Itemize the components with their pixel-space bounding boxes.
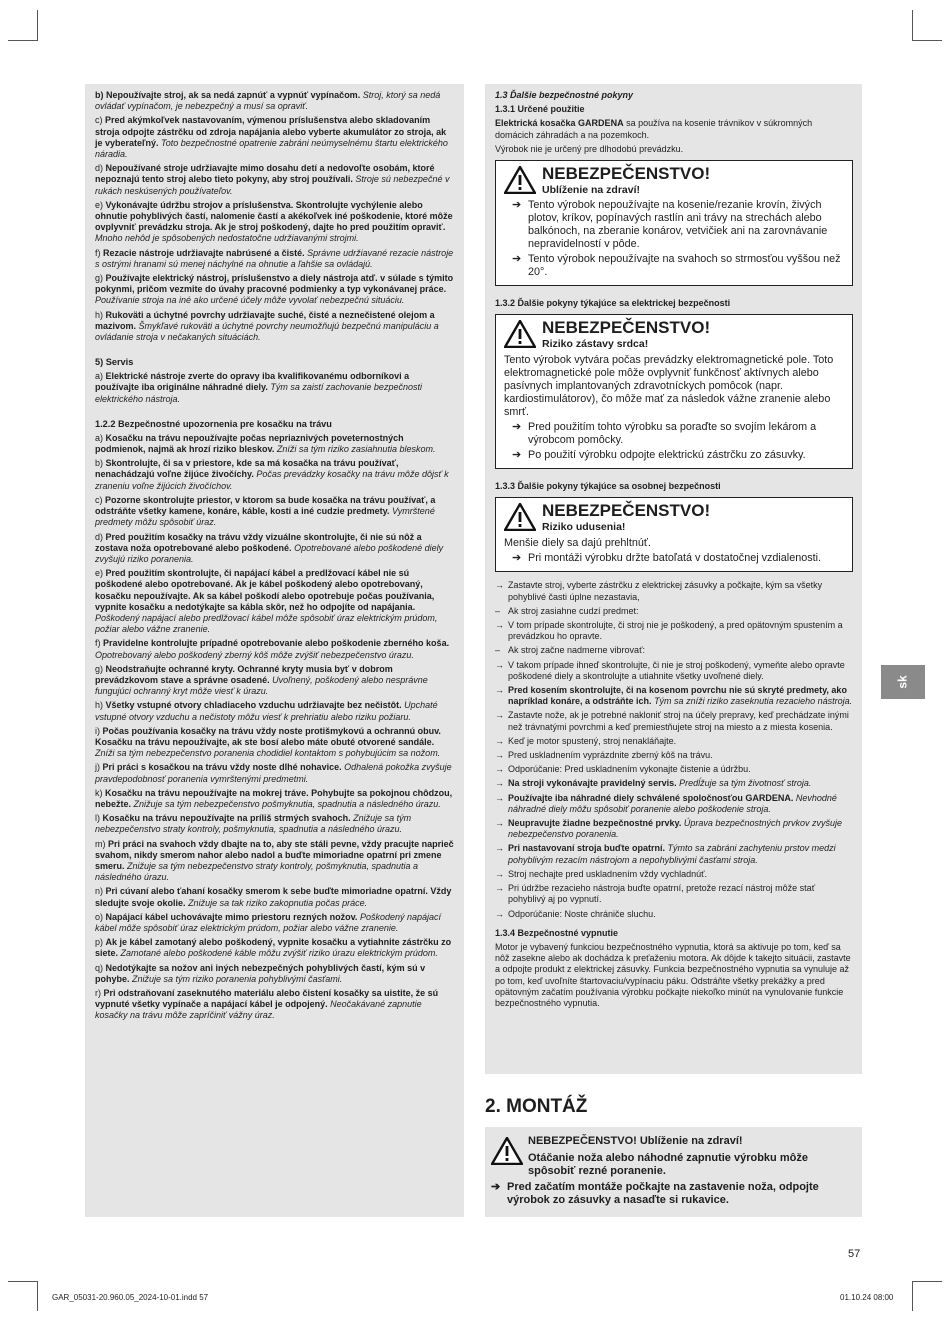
arrow-icon: → (495, 710, 504, 721)
mower-safety-item (95, 664, 454, 698)
item-italic: Tým sa zaistí zachovanie bezpečnosti elektrického nástroja. (95, 382, 422, 404)
item-italic: Znižuje sa tým riziko poranenia pohyblivými časťami. (132, 973, 343, 984)
list-item (495, 580, 853, 602)
list-item (495, 764, 853, 775)
subsection-title: 1.3.2 Ďalšie pokyny týkajúce sa elektrickej bezpečnosti (495, 298, 731, 309)
item-italic: Upchaté vstupné otvory vzduchu a nečistoty môžu viesť k prehriatiu alebo riziku požiaru. (95, 700, 438, 722)
item-prefix: d) (95, 163, 106, 174)
crop-mark (912, 10, 913, 40)
safety-list (495, 580, 853, 919)
mower-safety-item (95, 937, 454, 959)
item-prefix: f) (95, 638, 103, 649)
intended-use-note: Výrobok nie je určený pre dlhodobú prevádzku. (495, 143, 684, 154)
item-prefix: a) (95, 432, 106, 443)
mower-safety-item (95, 813, 454, 835)
crop-mark (8, 1281, 38, 1282)
item-italic: Vymrštené predmety môžu spôsobiť úraz. (95, 506, 435, 528)
item-prefix: d) (95, 531, 106, 542)
montaz-warning-text: Otáčanie noža alebo náhodné zapnutie výrobku môže spôsobiť rezné poranenie. (528, 1151, 808, 1177)
item-italic: Zníži sa tým nebezpečenstvo poranenia chodidiel kontaktom s pohybujúcim sa nožom. (95, 748, 441, 759)
arrow-item: ➔ Pri montáži výrobku držte batoľatá v dostatočnej vzdialenosti. (512, 552, 822, 565)
item-italic: Nevhodné náhradné diely môžu spôsobiť poranenie alebo poškodenie stroja. (508, 792, 837, 814)
list-item (495, 645, 853, 656)
item-italic: Stroje sú nebezpečné v rukách neskúsených používateľov. (95, 174, 450, 196)
item-prefix: e) (95, 568, 106, 579)
item-bold: Pravidelne kontrolujte prípadné opotrebovanie alebo poškodenie zberného koša. (103, 638, 450, 649)
mower-safety-item (95, 886, 454, 908)
list-item-text (508, 843, 853, 865)
arrow-item: ➔ Po použití výrobku odpojte elektrickú zástrčku zo zásuvky. (512, 449, 806, 462)
item-italic: Správne udržiavané rezacie nástroje s ostrými hranami sú menej náchylné na ohnutie a ľahšie sa ovládajú. (95, 247, 454, 269)
arrow-item: ➔ Pred začatím montáže počkajte na zastavenie noža, odpojte výrobok zo zásuvky a nasaďte si rukavice. (491, 1180, 819, 1206)
list-item-text: V tom prípade skontrolujte, či stroj nie je poškodený, a pred opätovným spustením a prevádzkou ho opravte. (508, 620, 843, 642)
item-italic: Toto bezpečnostné opatrenie zabráni neúmyselnému štartu elektrického náradia. (95, 137, 448, 160)
mower-safety-item (95, 532, 454, 566)
list-item (495, 685, 853, 707)
list-item (495, 793, 853, 815)
item-bold: Napájací kábel uchovávajte mimo priestoru rezných nožov. (105, 911, 358, 922)
list-item-text: Stroj nechajte pred uskladnením vždy vychladnúť. (508, 868, 707, 879)
item-prefix: a) (95, 371, 106, 382)
list-item-text: Keď je motor spustený, stroj nenakláňajte. (508, 735, 677, 746)
danger-subtitle: Ublíženie na zdraví! (542, 184, 641, 197)
arrow-icon: → (495, 843, 504, 854)
item-italic: Odhalená pokožka zvyšuje pravdepodobnosť poranenia vymrštenými predmetmi. (95, 762, 452, 784)
danger-body: Tento výrobok vytvára počas prevádzky elektromagnetické pole. Toto elektromagnetické pole môže ovplyvniť funkčnosť aktívnych alebo pasívnych implantovaných zdravotníckych pomôcok (napr. kardiostimulátorov), čo môže mať za následok vážne zranenie alebo smrť. (504, 354, 834, 419)
list-item (495, 606, 853, 617)
danger-title: NEBEZPEČENSTVO! (542, 318, 711, 338)
safety-item (95, 200, 454, 245)
item-bold: Kosačku na trávu nepoužívajte počas nepriaznivých poveternostných podmienok, najmä ak hrozí riziko bleskov. (95, 432, 404, 455)
item-bold: Všetky vstupné otvory chladiaceho vzduchu udržiavajte bez nečistôt. (105, 700, 402, 711)
item-bold: Skontrolujte, či sa v priestore, kde sa má kosačka na trávu používať, nenachádzajú voľne žijúce živočíchy. (95, 458, 399, 480)
item-bold: Pozorne skontrolujte priestor, v ktorom sa bude kosačka na trávu používať, a odstráňte všetky kamene, konáre, káble, kosti a iné cudzie predmety. (95, 494, 436, 517)
item-italic: Neočakávané zapnutie kosačky na trávu môže zapríčiniť vážny úraz. (95, 999, 422, 1021)
item-italic: Znižuje sa tým nebezpečenstvo pošmyknutia, spadnutia a následného úrazu. (133, 798, 441, 809)
item-italic: Mnoho nehôd je spôsobených nedostatočne udržiavanými strojmi. (95, 233, 359, 244)
item-prefix: m) (95, 838, 108, 849)
item-prefix: g) (95, 273, 106, 284)
list-item-text: Odporúčanie: Pred uskladnením vykonajte čistenie a údržbu. (508, 764, 751, 775)
arrow-icon: → (495, 580, 504, 591)
item-italic: Uvoľnený, poškodený alebo nesprávne fungujúci ochranný kryt môže viesť k úrazu. (95, 674, 428, 697)
item-prefix: h) (95, 309, 106, 320)
safety-item (95, 90, 454, 112)
mower-safety-item (95, 700, 454, 722)
arrow-icon: → (495, 883, 504, 894)
item-bold: Vykonávajte údržbu strojov a príslušenstva. Skontrolujte vychýlenie alebo ohnutie pohyblivých častí, nalomenie častí a akékoľvek iné poškodenie, ktoré môže ovplyvniť prevádzku stroja. Ak je stroj poškodený, dajte ho pred použitím opraviť. (95, 199, 453, 233)
arrow-icon: → (495, 792, 504, 803)
servis-item (95, 371, 454, 405)
item-bold: Pred kosením skontrolujte, či na kosenom povrchu nie sú skryté predmety, ako napríklad konáre, a odstráňte ich. (508, 685, 847, 707)
item-italic: Úprava bezpečnostných prvkov zvyšuje nebezpečenstvo poranenia. (508, 818, 842, 840)
safety-item (95, 273, 454, 307)
danger-title: NEBEZPEČENSTVO! (542, 501, 711, 521)
warning-triangle-icon (504, 503, 536, 531)
list-item-text: V takom prípade ihneď skontrolujte, či nie je stroj poškodený, vymeňte alebo opravte poškodené diely a skontrolujte a utiahnite všetky uvoľnené diely. (508, 659, 845, 681)
mower-safety-item (95, 839, 454, 884)
item-prefix: n) (95, 886, 106, 897)
arrow-icon: → (495, 750, 504, 761)
item-prefix: c) (95, 494, 105, 505)
arrow-item: ➔ Tento výrobok nepoužívajte na kosenie/rezanie krovín, živých plotov, kríkov, popínavých rastlín ani trávy na strechách alebo balkónoch, na zberanie konárov, vetvičiek ani na zarovnávanie nepravidelností v pôde. (512, 199, 828, 251)
item-bold: Kosačku na trávu nepoužívajte na príliš strmých svahoch. (102, 813, 351, 824)
item-bold: Na stroji vykonávajte pravidelný servis. (508, 778, 677, 789)
list-item-text: Ak stroj začne nadmerne vibrovať: (508, 645, 645, 656)
list-item (495, 750, 853, 761)
right-column (485, 84, 862, 1074)
subsection-title: 1.3.3 Ďalšie pokyny týkajúce sa osobnej bezpečnosti (495, 481, 721, 492)
item-bold: Pred použitím skontrolujte, či napájací kábel a predlžovací kábel nie sú poškodené alebo opotrebované. Ak je kábel poškodený alebo opotrebovaný, kosačku nepoužívajte. Ak sa kábel poškodí alebo opotrebuje počas používania, vypnite kosačku a nedotýkajte sa kábla skôr, než ho odpojíte od napájania. (95, 568, 435, 612)
item-prefix: i) (95, 725, 103, 736)
item-italic: Týmto sa zabráni zachyteniu prstov medzi pohyblivým rezacím nástrojom a nepohyblivými časťami stroja. (508, 843, 836, 865)
page-number: 57 (848, 1248, 861, 1260)
subsection-title: 1.3.4 Bezpečnostné vypnutie (495, 927, 619, 938)
mower-safety-item (95, 433, 454, 455)
item-italic: Zamotané alebo poškodené káble môžu zvýšiť riziko úrazu elektrickým prúdom. (120, 948, 438, 959)
item-italic: Predĺžuje sa tým životnosť stroja. (679, 778, 812, 789)
arrow-icon: → (495, 868, 504, 879)
left-column (85, 84, 464, 1217)
item-italic: Poškodený napájací alebo predlžovací kábel môže spôsobiť úraz elektrickým prúdom, požiar alebo vážne zranenie. (95, 612, 438, 635)
item-italic: Šmykľavé rukoväti a úchytné povrchy neumožňujú bezpečnú manipuláciu a ovládanie stroja v nečakaných situáciách. (95, 320, 439, 343)
safety-item (95, 163, 454, 197)
list-item (495, 818, 853, 840)
list-item-text: Pri údržbe rezacieho nástroja buďte opatrní, pretože rezací nástroj môže stať pohyblivý aj po vypnutí. (508, 883, 816, 905)
mower-safety-item (95, 568, 454, 635)
item-prefix: g) (95, 663, 106, 674)
item-bold: Pri práci na svahoch vždy dbajte na to, aby ste stáli pevne, vždy pracujte naprieč svahom, nikdy smerom nahor alebo nadol a buďte mimoriadne opatrní pri zmene smeru. (95, 838, 454, 871)
list-item-text (508, 685, 853, 707)
crop-mark (37, 10, 38, 40)
list-item-text: Ak stroj zasiahne cudzí predmet: (508, 605, 639, 616)
footer-file-info: GAR_05031-20.960.05_2024-10-01.indd 57 (52, 1293, 209, 1302)
item-bold: b) Nepoužívajte stroj, ak sa nedá zapnúť a vypnúť vypínačom. (95, 90, 361, 100)
safety-item (95, 310, 454, 344)
danger-box-injury (495, 160, 853, 286)
item-italic: Používanie stroja na iné ako určené účely môže vyvolať nebezpečnú situáciu. (95, 295, 405, 306)
arrow-icon: → (495, 685, 504, 696)
list-item (495, 909, 853, 920)
list-item-text: Odporúčanie: Noste chrániče sluchu. (508, 908, 656, 919)
danger-body: Menšie diely sa dajú prehltnúť. (504, 537, 651, 550)
warning-triangle-icon (491, 1137, 523, 1165)
item-italic: Počas prevádzky kosačky na trávu môže dôjsť k zraneniu voľne žijúcich živočíchov. (95, 469, 449, 491)
list-item (495, 778, 853, 789)
danger-box-choking (495, 497, 853, 572)
list-item-text (508, 818, 853, 840)
safety-item (95, 248, 454, 270)
list-item (495, 843, 853, 865)
mower-safety-item (95, 726, 454, 760)
mower-safety-item (95, 912, 454, 934)
mower-safety-item (95, 988, 454, 1022)
list-item (495, 869, 853, 880)
language-tab: sk (881, 665, 925, 699)
item-bold: Pred akýmkoľvek nastavovaním, výmenou príslušenstva alebo skladovaním stroja odpojte zástrčku od zdroja napájania alebo vyberte akumulátor zo stroja, ak je vyberateľný. (95, 115, 447, 148)
arrow-icon: → (495, 764, 504, 775)
item-prefix: c) (95, 115, 105, 126)
item-italic: Zníži sa tým riziko zasiahnutia bleskom. (276, 444, 436, 455)
item-prefix: p) (95, 937, 106, 948)
safety-item (95, 115, 454, 160)
crop-mark (912, 40, 942, 41)
dash-icon: – (495, 605, 501, 616)
item-italic: Znižuje sa tým nebezpečenstvo straty kontroly, pošmyknutia, spadnutia a následného úrazu. (95, 860, 419, 883)
list-item (495, 736, 853, 747)
mower-safety-item (95, 762, 454, 784)
crop-mark (37, 1281, 38, 1311)
danger-subtitle: Riziko zástavy srdca! (542, 338, 649, 351)
dash-icon: – (495, 645, 501, 656)
item-bold: Elektrické nástroje zverte do opravy iba kvalifikovanému odborníkovi a používajte iba originálne náhradné diely. (95, 371, 410, 393)
item-prefix: b) (95, 458, 106, 469)
item-bold: Pri práci s kosačkou na trávu vždy noste dlhé nohavice. (102, 762, 342, 773)
section-heading: 1.2.2 Bezpečnostné upozornenia pre kosačku na trávu (95, 418, 332, 429)
list-item-text (508, 778, 811, 789)
mower-safety-item (95, 788, 454, 810)
item-bold: Počas používania kosačky na trávu vždy noste protišmykovú a ochrannú obuv. Kosačku na trávu nepoužívajte, ak ste bosí alebo máte obuté otvorené sandále. (95, 725, 441, 747)
list-item (495, 620, 853, 642)
mower-safety-item (95, 458, 454, 492)
item-bold: Používajte iba náhradné diely schválené spoločnosťou GARDENA. (508, 792, 794, 803)
montaz-warning-line: NEBEZPEČENSTVO! Ublíženie na zdraví! (528, 1135, 743, 1147)
arrow-icon: → (495, 735, 504, 746)
item-prefix: o) (95, 911, 106, 922)
danger-title: NEBEZPEČENSTVO! (542, 164, 711, 184)
item-bold: Nedotýkajte sa nožov ani iných nebezpečných pohyblivých častí, kým sú v pohybe. (95, 962, 426, 984)
arrow-item: ➔ Pred použitím tohto výrobku sa poraďte so svojím lekárom a výrobcom pomôcky. (512, 421, 817, 447)
item-bold: Neupravujte žiadne bezpečnostné prvky. (508, 818, 682, 829)
list-item-text (508, 793, 853, 815)
item-bold: Rezacie nástroje udržiavajte nabrúsené a čisté. (103, 247, 305, 258)
item-italic: Tým sa zníži riziko zaseknutia rezacieho nástroja. (654, 696, 853, 707)
intended-use-paragraph: Elektrická kosačka GARDENA sa používa na kosenie trávnikov v súkromných domácich záhradách a na pozemkoch. (495, 118, 813, 140)
subsection-title: 1.3.1 Určené použitie (495, 104, 585, 115)
item-prefix: r) (95, 988, 104, 999)
footer-date: 01.10.24 08:00 (840, 1293, 894, 1302)
arrow-item: ➔ Tento výrobok nepoužívajte na svahoch so strmosťou vyššou než 20°. (512, 253, 841, 279)
list-item-text: Pred uskladnením vyprázdnite zberný kôš na trávu. (508, 750, 713, 761)
servis-heading: 5) Servis (95, 357, 134, 368)
item-bold: Neodstraňujte ochranné kryty. Ochranné kryty musia byť v dobrom prevádzkovom stave a správne osadené. (95, 663, 393, 685)
danger-box-heart (495, 314, 853, 469)
list-item (495, 660, 853, 682)
item-bold: Pred použitím kosačky na trávu vždy vizuálne skontrolujte, či nie sú nôž a zostava noža opotrebované alebo poškodené. (95, 531, 422, 553)
arrow-icon: → (495, 659, 504, 670)
item-bold: Nepoužívané stroje udržiavajte mimo dosahu detí a nedovoľte osobám, ktoré nepoznajú tento stroj alebo tieto pokyny, aby stroj používali. (95, 163, 435, 185)
item-italic: Poškodený napájací kábel môže spôsobiť úraz elektrickým prúdom, požiar alebo vážne zranenie. (95, 911, 442, 933)
crop-mark (912, 1281, 942, 1282)
mower-safety-item (95, 495, 454, 529)
list-item-text: Zastavte nože, ak je potrebné nakloniť stroj na účely prepravy, keď prechádzate inými než trávnatými povrchmi a keď premiestňujete stroj na miesto a z miesta kosenia. (508, 710, 849, 732)
item-prefix: q) (95, 962, 106, 973)
chapter-title: 2. MONTÁŽ (485, 1096, 588, 1117)
list-item (495, 710, 853, 732)
section-title: 1.3 Ďalšie bezpečnostné pokyny (495, 90, 634, 100)
item-prefix: f) (95, 247, 103, 258)
arrow-icon: → (495, 620, 504, 631)
safety-shutoff-paragraph: Motor je vybavený funkciou bezpečnostného vypnutia, ktorá sa aktivuje po tom, keď sa nôž zasekne alebo ak dochádza k preťaženiu motora. Ak dôjde k takejto situácii, zastavte a odpojte produkt z elektrickej zásuvky. Funkcia bezpečnostného vypnutia sa vynuluje až po tom, keď uvoľníte štartovaciu/vypínaciu páku. Odstráňte všetky prekážky a pred opätovným začatím používania výrobku počkajte niekoľko minút na vynulovanie funkcie bezpečnostného vypnutia. (495, 941, 851, 1008)
mower-safety-item (95, 638, 454, 660)
item-prefix: k) (95, 787, 105, 798)
arrow-icon: → (495, 908, 504, 919)
item-bold: Kosačku na trávu nepoužívajte na mokrej tráve. Pohybujte sa pokojnou chôdzou, nebežte. (95, 787, 453, 809)
warning-triangle-icon (504, 166, 536, 194)
montaz-warning-box (485, 1127, 862, 1217)
item-prefix: h) (95, 700, 106, 711)
list-item-text: Zastavte stroj, vyberte zástrčku z elektrickej zásuvky a počkajte, kým sa všetky pohyblivé časti úplne nezastavia, (508, 580, 823, 602)
crop-mark (8, 40, 38, 41)
item-italic: Stroj, ktorý sa nedá ovládať vypínačom, je nebezpečný a musí sa opraviť. (95, 90, 441, 112)
danger-subtitle: Riziko udusenia! (542, 521, 626, 534)
item-italic: Opotrebovaný alebo poškodený zberný kôš môže zvýšiť nebezpečenstvo úrazu. (95, 649, 414, 660)
item-bold: Ak je kábel zamotaný alebo poškodený, vypnite kosačku a vytiahnite zástrčku zo siete. (95, 937, 452, 959)
arrow-icon: → (495, 818, 504, 829)
item-bold: Pri odstraňovaní zaseknutého materiálu alebo čistení kosačky sa uistite, že sú vypnuté všetky vypínače a napájací kábel je odpojený. (95, 988, 439, 1010)
item-prefix: j) (95, 762, 103, 773)
item-prefix: e) (95, 199, 106, 210)
item-prefix: l) (95, 813, 103, 824)
arrow-icon: → (495, 778, 504, 789)
item-italic: Znižuje sa tým nebezpečenstvo straty kontroly, pošmyknutia, spadnutia a následného úrazu. (95, 813, 412, 835)
item-italic: Opotrebované alebo poškodené diely zvyšujú riziko poranenia. (95, 542, 444, 564)
item-italic: Znižuje sa tak riziko zakopnutia počas práce. (188, 897, 368, 908)
list-item (495, 883, 853, 905)
crop-mark (912, 1281, 913, 1311)
item-bold: Používajte elektrický nástroj, príslušenstvo a diely nástroja atď. v súlade s týmito pokynmi, pričom vezmite do úvahy pracovné podmienky a typ vykonávanej práce. (95, 273, 454, 295)
warning-triangle-icon (504, 320, 536, 348)
item-bold: Rukoväti a úchytné povrchy udržiavajte suché, čisté a neznečistené olejom a mazivom. (95, 309, 435, 331)
item-bold: Pri nastavovaní stroja buďte opatrní. (508, 843, 666, 854)
item-bold: Pri cúvaní alebo ťahaní kosačky smerom k sebe buďte mimoriadne opatrní. Vždy sledujte svoje okolie. (95, 886, 452, 908)
mower-safety-item (95, 963, 454, 985)
